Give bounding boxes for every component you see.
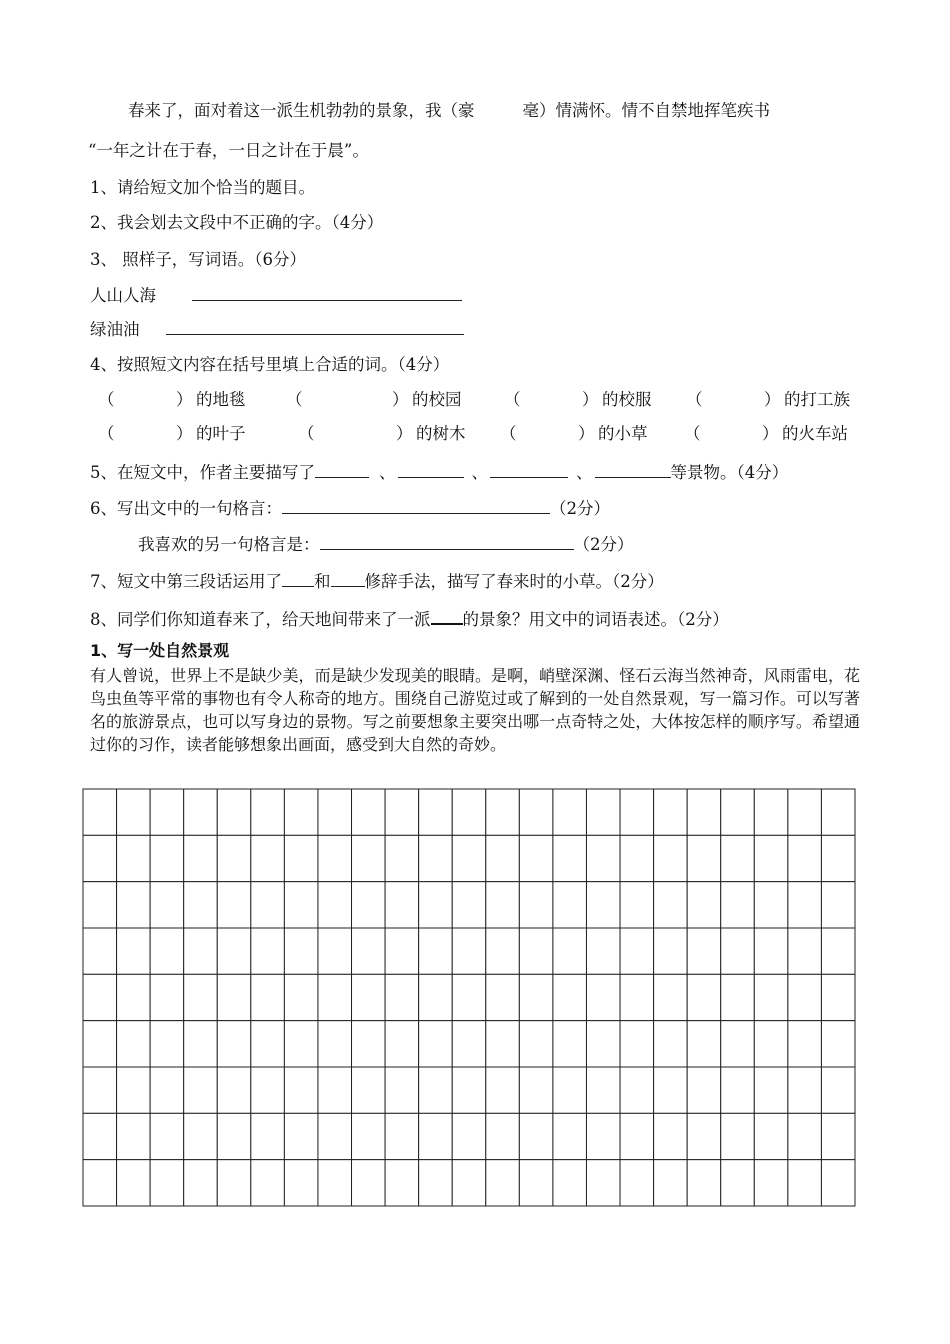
grid-cell[interactable]	[754, 1160, 788, 1206]
grid-cell[interactable]	[486, 1067, 520, 1113]
grid-cell[interactable]	[452, 1021, 486, 1067]
grid-cell[interactable]	[486, 789, 520, 835]
grid-cell[interactable]	[754, 1021, 788, 1067]
q6-text-a: 6、写出文中的一句格言：	[90, 499, 282, 518]
grid-cell[interactable]	[519, 1021, 553, 1067]
grid-cell[interactable]	[687, 1021, 721, 1067]
q7-text-a: 7、短文中第三段话运用了	[90, 572, 282, 591]
grid-cell[interactable]	[184, 1160, 218, 1206]
grid-cell[interactable]	[687, 928, 721, 974]
grid-cell[interactable]	[486, 1160, 520, 1206]
question-1: 1、请给短文加个恰当的题目。	[90, 178, 315, 197]
grid-cell[interactable]	[821, 882, 855, 928]
grid-cell[interactable]	[586, 928, 620, 974]
grid-cell[interactable]	[553, 789, 587, 835]
question-5	[90, 461, 788, 484]
grid-cell[interactable]	[150, 928, 184, 974]
grid-cell[interactable]	[654, 789, 688, 835]
composition-title: 1、写一处自然景观	[90, 641, 230, 660]
q4-paren-open: （	[500, 424, 517, 443]
grid-cell[interactable]	[385, 1021, 419, 1067]
grid-cell[interactable]	[721, 882, 755, 928]
grid-cell[interactable]	[452, 928, 486, 974]
grid-cell[interactable]	[721, 1160, 755, 1206]
q5-text-a: 5、在短文中，作者主要描写了	[90, 463, 315, 482]
q4-item: 的树木	[416, 424, 466, 443]
grid-cell[interactable]	[788, 928, 822, 974]
grid-cell[interactable]	[654, 882, 688, 928]
intro-line-1	[128, 100, 770, 122]
grid-cell[interactable]	[620, 835, 654, 881]
grid-cell[interactable]	[788, 1113, 822, 1159]
grid-cell[interactable]	[318, 928, 352, 974]
grid-cell[interactable]	[654, 1160, 688, 1206]
grid-cell[interactable]	[553, 974, 587, 1020]
grid-cell[interactable]	[251, 835, 285, 881]
grid-cell[interactable]	[419, 928, 453, 974]
grid-cell[interactable]	[251, 1021, 285, 1067]
grid-cell[interactable]	[620, 974, 654, 1020]
grid-cell[interactable]	[553, 1021, 587, 1067]
q4-paren-close: ）	[582, 390, 599, 409]
q6-text-b: 我喜欢的另一句格言是：	[138, 535, 320, 554]
grid-cell[interactable]	[654, 1067, 688, 1113]
intro-line-2: “一年之计在于春，一日之计在于晨”。	[88, 141, 369, 160]
q3-example-2	[90, 318, 464, 341]
intro-line-1-a: 春来了，面对着这一派生机勃勃的景象，我（豪	[128, 101, 475, 120]
grid-cell[interactable]	[553, 1160, 587, 1206]
q7-text-b: 修辞手法，描写了春来时的小草。（2分）	[364, 572, 664, 591]
grid-cell[interactable]	[821, 1113, 855, 1159]
grid-cell[interactable]	[654, 974, 688, 1020]
grid-cell[interactable]	[754, 974, 788, 1020]
grid-cell[interactable]	[788, 974, 822, 1020]
grid-cell[interactable]	[117, 789, 151, 835]
grid-cell[interactable]	[117, 1021, 151, 1067]
grid-cell[interactable]	[318, 882, 352, 928]
grid-cell[interactable]	[150, 1113, 184, 1159]
grid-cell[interactable]	[687, 974, 721, 1020]
grid-cell[interactable]	[620, 1067, 654, 1113]
grid-cell[interactable]	[721, 1067, 755, 1113]
q4-item: 的地毯	[196, 390, 246, 409]
grid-cell[interactable]	[452, 882, 486, 928]
grid-cell[interactable]	[721, 1021, 755, 1067]
q3-word-2: 绿油油	[90, 320, 140, 339]
grid-cell[interactable]	[150, 789, 184, 835]
grid-cell[interactable]	[150, 882, 184, 928]
grid-cell[interactable]	[754, 835, 788, 881]
question-7	[90, 570, 664, 593]
q6-score: （2分）	[550, 499, 610, 518]
grid-cell[interactable]	[687, 835, 721, 881]
grid-cell[interactable]	[83, 835, 117, 881]
q4-item: 的火车站	[782, 424, 848, 443]
grid-cell[interactable]	[721, 1113, 755, 1159]
q4-paren-close: ）	[762, 424, 779, 443]
grid-cell[interactable]	[251, 1067, 285, 1113]
grid-cell[interactable]	[620, 928, 654, 974]
grid-cell[interactable]	[486, 835, 520, 881]
grid-cell[interactable]	[486, 974, 520, 1020]
grid-cell[interactable]	[654, 1113, 688, 1159]
q4-item: 的校服	[602, 390, 652, 409]
grid-cell[interactable]	[352, 928, 386, 974]
grid-cell[interactable]	[150, 1021, 184, 1067]
grid-cell[interactable]	[150, 1067, 184, 1113]
grid-cell[interactable]	[519, 1067, 553, 1113]
grid-cell[interactable]	[284, 928, 318, 974]
grid-cell[interactable]	[318, 974, 352, 1020]
grid-cell[interactable]	[452, 1113, 486, 1159]
grid-cell[interactable]	[251, 928, 285, 974]
grid-cell[interactable]	[352, 1160, 386, 1206]
grid-cell[interactable]	[385, 882, 419, 928]
grid-cell[interactable]	[117, 1160, 151, 1206]
q6-blank-1[interactable]	[282, 497, 550, 514]
grid-cell[interactable]	[687, 882, 721, 928]
grid-cell[interactable]	[821, 1067, 855, 1113]
grid-cell[interactable]	[352, 789, 386, 835]
grid-cell[interactable]	[117, 1113, 151, 1159]
grid-cell[interactable]	[586, 974, 620, 1020]
q4-item: 的打工族	[784, 390, 850, 409]
grid-cell[interactable]	[754, 789, 788, 835]
q4-paren-close: ）	[176, 424, 193, 443]
grid-cell[interactable]	[620, 882, 654, 928]
grid-cell[interactable]	[184, 835, 218, 881]
grid-cell[interactable]	[586, 1113, 620, 1159]
grid-cell[interactable]	[83, 789, 117, 835]
grid-cell[interactable]	[419, 974, 453, 1020]
grid-cell[interactable]	[352, 974, 386, 1020]
grid-cell[interactable]	[385, 1067, 419, 1113]
grid-cell[interactable]	[284, 1160, 318, 1206]
grid-cell[interactable]	[251, 1160, 285, 1206]
q5-text-b: 等景物。（4分）	[670, 463, 789, 482]
q4-paren-close: ）	[578, 424, 595, 443]
q4-item: 的校园	[412, 390, 462, 409]
grid-cell[interactable]	[150, 835, 184, 881]
question-6-b	[138, 533, 634, 556]
grid-cell[interactable]	[687, 1160, 721, 1206]
grid-cell[interactable]	[821, 835, 855, 881]
grid-cell[interactable]	[117, 882, 151, 928]
q4-paren-close: ）	[764, 390, 781, 409]
grid-cell[interactable]	[251, 789, 285, 835]
question-4: 4、按照短文内容在括号里填上合适的词。（4分）	[90, 355, 450, 374]
q4-paren-open: （	[504, 390, 521, 409]
grid-cell[interactable]	[519, 928, 553, 974]
grid-cell[interactable]	[83, 974, 117, 1020]
grid-cell[interactable]	[586, 1021, 620, 1067]
grid-cell[interactable]	[519, 1113, 553, 1159]
grid-cell[interactable]	[519, 1160, 553, 1206]
grid-cell[interactable]	[83, 1021, 117, 1067]
q4-paren-close: ）	[176, 390, 193, 409]
writing-grid[interactable]	[82, 788, 856, 1208]
grid-cell[interactable]	[352, 1021, 386, 1067]
grid-cell[interactable]	[788, 835, 822, 881]
grid-cell[interactable]	[184, 1021, 218, 1067]
grid-cell[interactable]	[452, 1067, 486, 1113]
grid-cell[interactable]	[452, 789, 486, 835]
question-6	[90, 497, 610, 520]
grid-cell[interactable]	[352, 882, 386, 928]
grid-cell[interactable]	[519, 882, 553, 928]
grid-cell[interactable]	[419, 789, 453, 835]
grid-cell[interactable]	[385, 1113, 419, 1159]
grid-cell[interactable]	[83, 1160, 117, 1206]
question-8	[90, 607, 729, 631]
grid-cell[interactable]	[788, 882, 822, 928]
grid-cell[interactable]	[553, 835, 587, 881]
grid-cell[interactable]	[217, 1160, 251, 1206]
grid-cell[interactable]	[586, 1160, 620, 1206]
grid-cell[interactable]	[721, 835, 755, 881]
grid-cell[interactable]	[385, 974, 419, 1020]
grid-cell[interactable]	[251, 1113, 285, 1159]
grid-cell[interactable]	[486, 1021, 520, 1067]
grid-cell[interactable]	[419, 1067, 453, 1113]
q7-blank-1[interactable]	[282, 570, 314, 587]
grid-cell[interactable]	[586, 1067, 620, 1113]
q3-word-1: 人山人海	[90, 286, 156, 305]
grid-cell[interactable]	[553, 1113, 587, 1159]
grid-cell[interactable]	[217, 928, 251, 974]
grid-cell[interactable]	[318, 1113, 352, 1159]
grid-cell[interactable]	[721, 974, 755, 1020]
grid-cell[interactable]	[184, 882, 218, 928]
grid-cell[interactable]	[83, 928, 117, 974]
grid-cell[interactable]	[419, 1113, 453, 1159]
q6-score: （2分）	[573, 535, 634, 554]
grid-cell[interactable]	[721, 928, 755, 974]
grid-cell[interactable]	[217, 1067, 251, 1113]
grid-cell[interactable]	[519, 974, 553, 1020]
intro-line-1-b: 毫）情满怀。情不自禁地挥笔疾书	[522, 101, 770, 120]
grid-cell[interactable]	[486, 882, 520, 928]
grid-cell[interactable]	[352, 1113, 386, 1159]
q8-text-b: 的景象？用文中的词语表述。（2分）	[462, 610, 729, 629]
grid-cell[interactable]	[318, 1067, 352, 1113]
grid-cell[interactable]	[687, 1067, 721, 1113]
q3-answer-blank-2[interactable]	[166, 318, 464, 335]
composition-prompt: 有人曾说，世界上不是缺少美，而是缺少发现美的眼睛。是啊，峭壁深渊、怪石云海当然神奇，风雨雷电，花鸟虫鱼等平常的事物也有令人称奇的地方。围绕自己游览过或了解到的一处自然景观，写一篇习作。可以写著名的旅游景点，也可以写身边的景物。写之前要想象主要突出哪一点奇特之处，大体按怎样的顺序写。希望通过你的习作，读者能够想象出画面，感受到大自然的奇妙。	[90, 666, 860, 754]
grid-cell[interactable]	[217, 1113, 251, 1159]
q5-separator: 、	[576, 463, 593, 482]
grid-cell[interactable]	[284, 1067, 318, 1113]
grid-cell[interactable]	[519, 789, 553, 835]
grid-cell[interactable]	[217, 1021, 251, 1067]
grid-cell[interactable]	[385, 1160, 419, 1206]
grid-cell[interactable]	[754, 882, 788, 928]
grid-cell[interactable]	[83, 1113, 117, 1159]
grid-cell[interactable]	[721, 789, 755, 835]
q5-separator: 、	[379, 463, 396, 482]
grid-cell[interactable]	[687, 789, 721, 835]
q4-paren-open: （	[684, 424, 701, 443]
grid-cell[interactable]	[318, 1160, 352, 1206]
q4-paren-open: （	[286, 390, 303, 409]
q4-paren-open: （	[98, 424, 115, 443]
grid-cell[interactable]	[553, 882, 587, 928]
grid-cell[interactable]	[821, 928, 855, 974]
grid-cell[interactable]	[586, 789, 620, 835]
grid-cell[interactable]	[217, 974, 251, 1020]
grid-cell[interactable]	[251, 882, 285, 928]
grid-cell[interactable]	[788, 1021, 822, 1067]
q4-paren-close: ）	[396, 424, 413, 443]
grid-cell[interactable]	[654, 1021, 688, 1067]
grid-cell[interactable]	[83, 882, 117, 928]
q8-blank[interactable]	[431, 607, 463, 625]
grid-cell[interactable]	[452, 974, 486, 1020]
grid-cell[interactable]	[385, 835, 419, 881]
grid-cell[interactable]	[217, 835, 251, 881]
grid-cell[interactable]	[184, 789, 218, 835]
grid-cell[interactable]	[117, 974, 151, 1020]
grid-cell[interactable]	[620, 1021, 654, 1067]
q4-paren-open: （	[686, 390, 703, 409]
grid-cell[interactable]	[318, 835, 352, 881]
grid-cell[interactable]	[486, 928, 520, 974]
grid-cell[interactable]	[385, 928, 419, 974]
grid-cell[interactable]	[586, 835, 620, 881]
q4-item: 的叶子	[196, 424, 246, 443]
grid-cell[interactable]	[654, 928, 688, 974]
grid-cell[interactable]	[385, 789, 419, 835]
q5-blank-1[interactable]	[315, 461, 369, 478]
grid-cell[interactable]	[419, 882, 453, 928]
q4-paren-close: ）	[392, 390, 409, 409]
grid-cell[interactable]	[284, 1021, 318, 1067]
q5-blank-4[interactable]	[595, 461, 671, 478]
grid-cell[interactable]	[620, 1160, 654, 1206]
grid-cell[interactable]	[419, 1021, 453, 1067]
grid-cell[interactable]	[519, 835, 553, 881]
grid-cell[interactable]	[553, 928, 587, 974]
grid-cell[interactable]	[184, 1113, 218, 1159]
grid-cell[interactable]	[754, 1113, 788, 1159]
grid-cell[interactable]	[117, 835, 151, 881]
grid-cell[interactable]	[654, 835, 688, 881]
q4-item: 的小草	[598, 424, 648, 443]
grid-cell[interactable]	[754, 1067, 788, 1113]
grid-cell[interactable]	[284, 835, 318, 881]
grid-cell[interactable]	[217, 882, 251, 928]
grid-cell[interactable]	[486, 1113, 520, 1159]
grid-cell[interactable]	[788, 789, 822, 835]
grid-cell[interactable]	[352, 1067, 386, 1113]
grid-cell[interactable]	[452, 835, 486, 881]
q7-and: 和	[314, 572, 331, 591]
q3-answer-blank-1[interactable]	[192, 284, 462, 301]
grid-cell[interactable]	[586, 882, 620, 928]
grid-cell[interactable]	[284, 789, 318, 835]
grid-cell[interactable]	[352, 835, 386, 881]
question-3: 3、 照样子，写词语。（6分）	[90, 250, 306, 269]
grid-cell[interactable]	[117, 1067, 151, 1113]
grid-cell[interactable]	[553, 1067, 587, 1113]
grid-cell[interactable]	[419, 1160, 453, 1206]
q6-blank-2[interactable]	[320, 533, 574, 550]
grid-cell[interactable]	[620, 789, 654, 835]
grid-cell[interactable]	[452, 1160, 486, 1206]
q5-separator: 、	[471, 463, 488, 482]
grid-cell[interactable]	[284, 1113, 318, 1159]
grid-cell[interactable]	[284, 974, 318, 1020]
grid-cell[interactable]	[251, 974, 285, 1020]
grid-cell[interactable]	[184, 1067, 218, 1113]
q5-blank-3[interactable]	[490, 461, 568, 478]
question-2: 2、我会划去文段中不正确的字。（4分）	[90, 213, 384, 232]
grid-cell[interactable]	[788, 1067, 822, 1113]
grid-cell[interactable]	[83, 1067, 117, 1113]
grid-cell[interactable]	[821, 1160, 855, 1206]
grid-cell[interactable]	[821, 789, 855, 835]
grid-cell[interactable]	[184, 928, 218, 974]
grid-cell[interactable]	[318, 1021, 352, 1067]
q5-blank-2[interactable]	[398, 461, 464, 478]
grid-cell[interactable]	[821, 1021, 855, 1067]
grid-cell[interactable]	[754, 928, 788, 974]
grid-cell[interactable]	[620, 1113, 654, 1159]
q4-paren-open: （	[98, 390, 115, 409]
q3-example-1	[90, 284, 462, 307]
grid-cell[interactable]	[184, 974, 218, 1020]
grid-cell[interactable]	[284, 882, 318, 928]
grid-cell[interactable]	[419, 835, 453, 881]
grid-cell[interactable]	[821, 974, 855, 1020]
grid-cell[interactable]	[788, 1160, 822, 1206]
grid-cell[interactable]	[217, 789, 251, 835]
grid-cell[interactable]	[150, 974, 184, 1020]
grid-cell[interactable]	[318, 789, 352, 835]
q4-paren-open: （	[298, 424, 315, 443]
q8-text-a: 8、同学们你知道春来了，给天地间带来了一派	[90, 610, 431, 629]
grid-cell[interactable]	[117, 928, 151, 974]
grid-cell[interactable]	[150, 1160, 184, 1206]
q7-blank-2[interactable]	[331, 570, 365, 587]
grid-cell[interactable]	[687, 1113, 721, 1159]
